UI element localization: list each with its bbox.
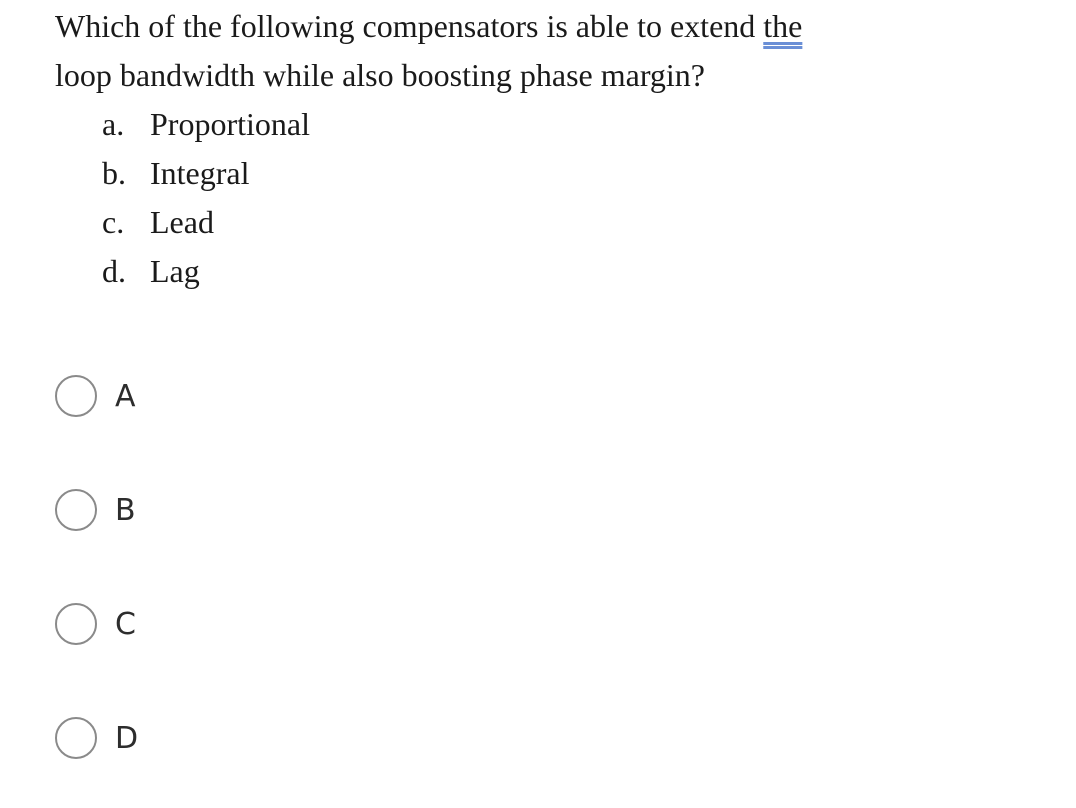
option-label-d[interactable]: D <box>115 720 139 756</box>
option-label-a[interactable]: A <box>115 378 137 414</box>
radio-button-d[interactable] <box>55 717 97 759</box>
choice-text: Proportional <box>150 106 310 142</box>
choice-letter: a. <box>102 106 125 142</box>
answer-choices-list <box>55 100 1055 296</box>
question-line-2: loop bandwidth while also boosting phase margin? <box>55 57 705 93</box>
choice-item-a <box>55 100 1055 149</box>
choice-item-d <box>55 247 1055 296</box>
choice-letter: c. <box>102 204 125 240</box>
option-label-b[interactable]: B <box>115 492 137 528</box>
option-d[interactable] <box>55 714 139 762</box>
question-underlined-word: the <box>763 8 803 44</box>
choice-text: Integral <box>150 155 250 191</box>
choice-item-c <box>55 198 1055 247</box>
option-label-c[interactable]: C <box>115 606 137 642</box>
option-b[interactable] <box>55 486 139 534</box>
choice-item-b <box>55 149 1055 198</box>
choice-letter: d. <box>102 253 126 289</box>
choice-letter: b. <box>102 155 126 191</box>
choice-text: Lead <box>150 204 214 240</box>
option-c[interactable] <box>55 600 139 648</box>
choice-text: Lag <box>150 253 200 289</box>
radio-button-b[interactable] <box>55 489 97 531</box>
radio-button-c[interactable] <box>55 603 97 645</box>
answer-options <box>55 372 139 808</box>
question-block <box>55 2 1055 296</box>
option-a[interactable] <box>55 372 139 420</box>
radio-button-a[interactable] <box>55 375 97 417</box>
question-text-part-1: Which of the following compensators is able to extend <box>55 8 764 44</box>
question-line-1 <box>55 2 1055 51</box>
